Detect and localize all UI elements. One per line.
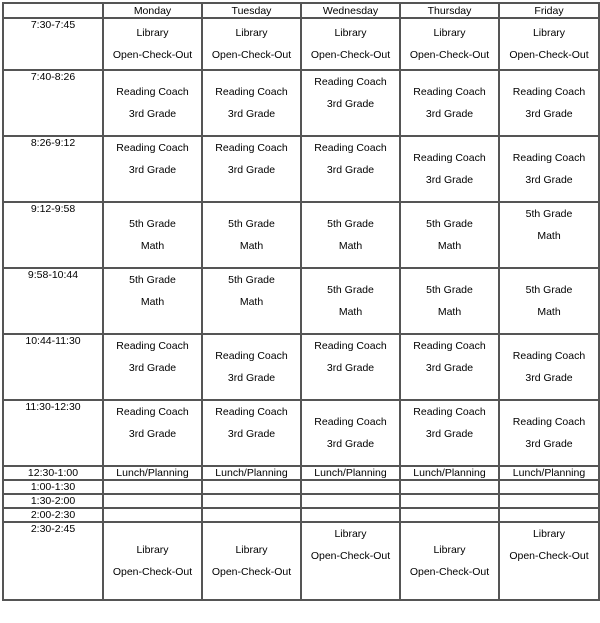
schedule-cell-wednesday xyxy=(301,18,400,70)
activity-line: Library xyxy=(235,27,268,39)
schedule-cell-tuesday xyxy=(202,480,301,494)
schedule-cell-thursday xyxy=(400,268,499,334)
schedule-cell-tuesday xyxy=(202,268,301,334)
schedule-row xyxy=(3,494,599,508)
time-slot: 2:30-2:45 xyxy=(3,522,103,600)
schedule-cell-monday xyxy=(103,494,202,508)
activity-line: Open-Check-Out xyxy=(211,49,292,61)
schedule-cell-monday xyxy=(103,480,202,494)
activity-line: 3rd Grade xyxy=(525,438,573,450)
activity-line: 3rd Grade xyxy=(326,98,375,110)
schedule-cell-friday xyxy=(499,400,599,466)
schedule-row xyxy=(3,466,599,480)
schedule-cell-friday xyxy=(499,268,599,334)
schedule-row xyxy=(3,400,599,466)
schedule-row xyxy=(3,202,599,268)
activity-line: 3rd Grade xyxy=(227,164,276,176)
header-row xyxy=(3,3,599,18)
activity-line: Math xyxy=(338,240,363,252)
time-slot: 8:26-9:12 xyxy=(3,136,103,202)
schedule-row xyxy=(3,70,599,136)
activity-line: Reading Coach xyxy=(512,350,586,362)
activity-line: Math xyxy=(537,306,561,318)
schedule-cell-thursday xyxy=(400,202,499,268)
time-slot: 10:44-11:30 xyxy=(3,334,103,400)
activity-line: 3rd Grade xyxy=(425,108,474,120)
schedule-cell-friday xyxy=(499,480,599,494)
activity-line: 5th Grade xyxy=(129,274,176,286)
activity-line: Reading Coach xyxy=(215,86,288,98)
schedule-cell-monday xyxy=(103,522,202,600)
schedule-cell-wednesday xyxy=(301,508,400,522)
schedule-cell-thursday xyxy=(400,136,499,202)
activity-line: 3rd Grade xyxy=(227,108,276,120)
schedule-cell-friday xyxy=(499,18,599,70)
activity-line: 5th Grade xyxy=(228,218,275,230)
schedule-cell-monday xyxy=(103,466,202,480)
activity-line: Library xyxy=(136,544,169,556)
activity-line: 5th Grade xyxy=(228,274,275,286)
activity-line: Reading Coach xyxy=(116,406,189,418)
activity-line: 5th Grade xyxy=(426,218,473,230)
schedule-cell-thursday xyxy=(400,508,499,522)
activity-line: Reading Coach xyxy=(116,340,189,352)
activity-line: Reading Coach xyxy=(116,142,189,154)
activity-line: 5th Grade xyxy=(525,284,573,296)
schedule-cell-thursday xyxy=(400,494,499,508)
activity-line: Reading Coach xyxy=(512,152,586,164)
schedule-cell-friday xyxy=(499,136,599,202)
activity-line: Reading Coach xyxy=(116,86,189,98)
schedule-cell-tuesday xyxy=(202,202,301,268)
schedule-cell-thursday xyxy=(400,70,499,136)
activity-line: Reading Coach xyxy=(314,76,387,88)
activity-line: Library xyxy=(235,544,268,556)
activity-line: Math xyxy=(437,306,462,318)
activity-line: 3rd Grade xyxy=(525,174,573,186)
schedule-cell-tuesday xyxy=(202,18,301,70)
time-slot: 12:30-1:00 xyxy=(3,466,103,480)
schedule-table xyxy=(2,2,600,601)
schedule-cell-wednesday xyxy=(301,334,400,400)
schedule-cell-wednesday xyxy=(301,136,400,202)
day-header-tuesday: Tuesday xyxy=(202,3,301,18)
activity-line: Math xyxy=(437,240,462,252)
schedule-cell-tuesday xyxy=(202,70,301,136)
schedule-cell-monday xyxy=(103,202,202,268)
corner-cell xyxy=(3,3,103,18)
activity-line: Reading Coach xyxy=(314,416,387,428)
schedule-row xyxy=(3,18,599,70)
activity-line: Library xyxy=(532,27,566,39)
activity-line: Library xyxy=(433,544,466,556)
activity-line: 3rd Grade xyxy=(227,428,276,440)
time-slot: 2:00-2:30 xyxy=(3,508,103,522)
activity-line: 3rd Grade xyxy=(326,164,375,176)
activity-line: Open-Check-Out xyxy=(409,566,490,578)
activity-line: 3rd Grade xyxy=(128,362,177,374)
activity-line: Reading Coach xyxy=(413,340,486,352)
activity-line: Reading Coach xyxy=(215,142,288,154)
schedule-cell-wednesday xyxy=(301,400,400,466)
activity-line: Lunch/Planning xyxy=(314,467,387,479)
schedule-cell-monday xyxy=(103,136,202,202)
schedule-row xyxy=(3,522,599,600)
schedule-row xyxy=(3,136,599,202)
activity-line: 5th Grade xyxy=(426,284,473,296)
activity-line: Reading Coach xyxy=(215,350,288,362)
schedule-cell-tuesday xyxy=(202,400,301,466)
schedule-cell-thursday xyxy=(400,18,499,70)
activity-line: Open-Check-Out xyxy=(211,566,292,578)
schedule-cell-monday xyxy=(103,70,202,136)
schedule-cell-monday xyxy=(103,268,202,334)
activity-line: 3rd Grade xyxy=(425,174,474,186)
schedule-cell-friday xyxy=(499,522,599,600)
schedule-cell-wednesday xyxy=(301,466,400,480)
activity-line: 3rd Grade xyxy=(425,428,474,440)
activity-line: Lunch/Planning xyxy=(116,467,189,479)
day-header-thursday: Thursday xyxy=(400,3,499,18)
schedule-cell-monday xyxy=(103,508,202,522)
schedule-cell-monday xyxy=(103,334,202,400)
day-header-friday: Friday xyxy=(499,3,599,18)
schedule-cell-wednesday xyxy=(301,202,400,268)
schedule-cell-wednesday xyxy=(301,268,400,334)
activity-line: Reading Coach xyxy=(314,142,387,154)
schedule-row xyxy=(3,334,599,400)
activity-line: Open-Check-Out xyxy=(112,566,193,578)
activity-line: 5th Grade xyxy=(129,218,176,230)
day-header-monday: Monday xyxy=(103,3,202,18)
activity-line: Math xyxy=(239,296,264,308)
activity-line: Math xyxy=(140,240,165,252)
activity-line: 3rd Grade xyxy=(326,362,375,374)
schedule-row xyxy=(3,480,599,494)
time-slot: 7:40-8:26 xyxy=(3,70,103,136)
schedule-cell-friday xyxy=(499,494,599,508)
schedule-cell-thursday xyxy=(400,334,499,400)
activity-line: Open-Check-Out xyxy=(112,49,193,61)
time-slot: 9:58-10:44 xyxy=(3,268,103,334)
schedule-cell-wednesday xyxy=(301,522,400,600)
activity-line: Open-Check-Out xyxy=(509,550,589,562)
activity-line: 3rd Grade xyxy=(525,108,573,120)
activity-line: 3rd Grade xyxy=(425,362,474,374)
schedule-cell-thursday xyxy=(400,480,499,494)
schedule-cell-tuesday xyxy=(202,508,301,522)
schedule-cell-tuesday xyxy=(202,494,301,508)
activity-line: Library xyxy=(334,528,367,540)
activity-line: Library xyxy=(433,27,466,39)
schedule-cell-monday xyxy=(103,400,202,466)
time-slot: 7:30-7:45 xyxy=(3,18,103,70)
activity-line: 3rd Grade xyxy=(227,372,276,384)
schedule-cell-friday xyxy=(499,508,599,522)
schedule-cell-wednesday xyxy=(301,480,400,494)
schedule-cell-friday xyxy=(499,466,599,480)
activity-line: 3rd Grade xyxy=(128,108,177,120)
activity-line: Math xyxy=(140,296,165,308)
time-slot: 1:30-2:00 xyxy=(3,494,103,508)
schedule-cell-thursday xyxy=(400,400,499,466)
activity-line: Lunch/Planning xyxy=(512,467,586,479)
activity-line: 3rd Grade xyxy=(128,164,177,176)
activity-line: Library xyxy=(334,27,367,39)
activity-line: Library xyxy=(136,27,169,39)
activity-line: 5th Grade xyxy=(327,218,374,230)
schedule-cell-tuesday xyxy=(202,334,301,400)
schedule-cell-friday xyxy=(499,70,599,136)
schedule-row xyxy=(3,268,599,334)
schedule-cell-wednesday xyxy=(301,494,400,508)
activity-line: Reading Coach xyxy=(314,340,387,352)
schedule-cell-tuesday xyxy=(202,466,301,480)
activity-line: Open-Check-Out xyxy=(509,49,589,61)
schedule-cell-tuesday xyxy=(202,522,301,600)
activity-line: Lunch/Planning xyxy=(413,467,486,479)
day-header-wednesday: Wednesday xyxy=(301,3,400,18)
activity-line: 5th Grade xyxy=(327,284,374,296)
schedule-cell-tuesday xyxy=(202,136,301,202)
schedule-row xyxy=(3,508,599,522)
activity-line: Reading Coach xyxy=(512,86,586,98)
schedule-cell-monday xyxy=(103,18,202,70)
activity-line: 5th Grade xyxy=(525,208,573,220)
activity-line: Math xyxy=(338,306,363,318)
activity-line: 3rd Grade xyxy=(326,438,375,450)
schedule-cell-thursday xyxy=(400,466,499,480)
activity-line: Library xyxy=(532,528,566,540)
activity-line: Reading Coach xyxy=(413,86,486,98)
schedule-cell-thursday xyxy=(400,522,499,600)
activity-line: Lunch/Planning xyxy=(215,467,288,479)
activity-line: Math xyxy=(537,230,561,242)
activity-line: 3rd Grade xyxy=(128,428,177,440)
time-slot: 1:00-1:30 xyxy=(3,480,103,494)
activity-line: Open-Check-Out xyxy=(409,49,490,61)
activity-line: Reading Coach xyxy=(413,152,486,164)
schedule-cell-friday xyxy=(499,202,599,268)
activity-line: Math xyxy=(239,240,264,252)
activity-line: 3rd Grade xyxy=(525,372,573,384)
activity-line: Open-Check-Out xyxy=(310,49,391,61)
activity-line: Reading Coach xyxy=(413,406,486,418)
time-slot: 11:30-12:30 xyxy=(3,400,103,466)
activity-line: Reading Coach xyxy=(512,416,586,428)
activity-line: Open-Check-Out xyxy=(310,550,391,562)
schedule-cell-friday xyxy=(499,334,599,400)
schedule-cell-wednesday xyxy=(301,70,400,136)
time-slot: 9:12-9:58 xyxy=(3,202,103,268)
activity-line: Reading Coach xyxy=(215,406,288,418)
